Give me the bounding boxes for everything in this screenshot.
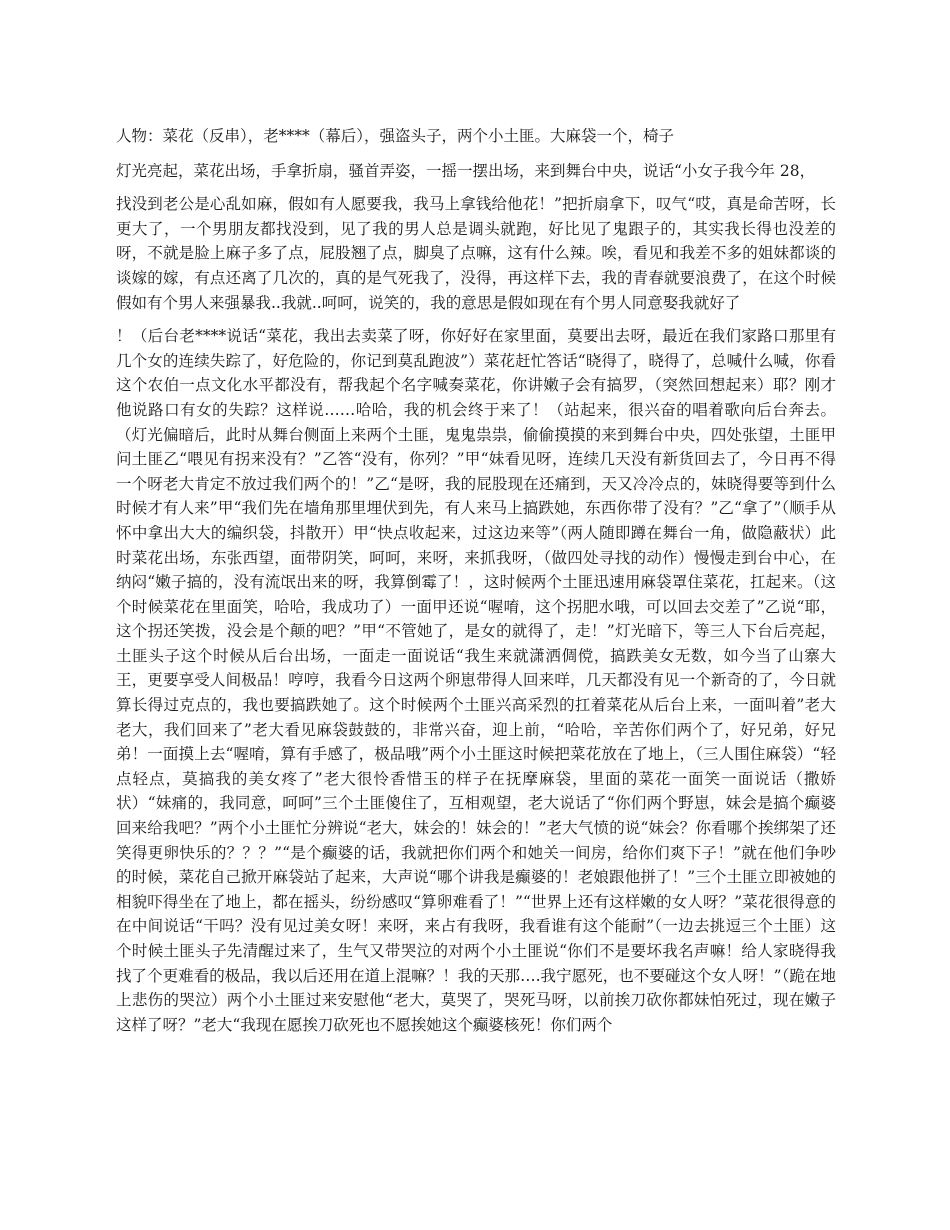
paragraph-monologue: 找没到老公是心乱如麻，假如有人愿要我，我马上拿钱给他花！”把折扇拿下，叹气“哎，真是命苦呀，长更大了，一个男朋友都找没到，见了我的男人总是调头就跑，好比见了鬼跟子的，其实我长得也没差的呀，不就是脸上麻子多了点，屁股翘了点，脚臭了点嘛，这有什么辣。唉，看见和我差不多的姐妹都谈的谈嫁的嫁，有点还离了几次的，真的是气死我了，没得，再这样下去，我的青春就要浪费了，在这个时候假如有个男人来强暴我..我就..呵呵，说笑的，我的意思是假如现在有个男人同意娶我就好了: [116, 195, 836, 312]
document-body: [116, 124, 836, 1046]
paragraph-characters: 人物：菜花（反串），老****（幕后），强盗头子，两个小土匪。大麻袋一个，椅子: [116, 127, 675, 145]
paragraph-main-scene: ！（后台老****说话“菜花，我出去卖菜了呀，你好好在家里面，莫要出去呀，最近在我们家路口那里有几个女的连续失踪了，好危险的，你记到莫乱跑波”）菜花赶忙答话“晓得了，晓得了，总喊什么喊，你看这个农伯一点文化水平都没有，帮我起个名字喊奏菜花，你讲嫩子会有搞罗，（突然回想起来）耶？刚才他说路口有女的失踪？这样说……哈哈，我的机会终于来了！（站起来，很兴奋的唱着歌向后台奔去。（灯光偏暗后，此时从舞台侧面上来两个土匪，鬼鬼祟祟，偷偷摸摸的来到舞台中央，四处张望，土匪甲问土匪乙“喂见有拐来没有？”乙答“没有，你列？”甲“妹看见呀，连续几天没有新货回去了，今日再不得一个呀老大肯定不放过我们两个的！”乙“是呀，我的屁股现在还痛到，天又冷冷点的，妹晓得要等到什么时候才有人来”甲“我们先在墙角那里埋伏到先，有人来马上搞跌她，东西你带了没有？”乙“拿了”（顺手从怀中拿出大大的编织袋，抖散开）甲“快点收起来，过这边来等”（两人随即蹲在舞台一角，做隐蔽状）此时菜花出场，东张西望，面带阴笑，呵呵，来呀，来抓我呀，（做四处寻找的动作）慢慢走到台中心，在纳闷“嫩子搞的，没有流氓出来的呀，我算倒霉了！，这时候两个土匪迅速用麻袋罩住菜花，扛起来。（这个时候菜花在里面笑，哈哈，我成功了）一面甲还说“喔唷，这个拐肥水哦，可以回去交差了”乙说“耶，这个拐还笑拨，没会是个颠的吧？”甲“不管她了，是女的就得了，走！”灯光暗下，等三人下台后亮起，土匪头子这个时候从后台出场，一面走一面说话“我生来就潇洒倜傥，搞跌美女无数，如今当了山寨大王，更要享受人间极品！哼哼，我看今日这两个卵崽带得人回来咩，几天都没有见一个新奇的了，今日就算长得过克点的，我也要搞跌她了。这个时候两个土匪兴高采烈的扛着菜花从后台上来，一面叫着”老大老大，我们回来了”老大看见麻袋鼓鼓的，非常兴奋，迎上前，“哈哈，辛苦你们两个了，好兄弟，好兄弟！一面摸上去“喔唷，算有手感了，极品哦”两个小土匪这时候把菜花放在了地上，（三人围住麻袋）“轻点轻点，莫搞我的美女疼了”老大很怜香惜玉的样子在抚摩麻袋，里面的菜花一面笑一面说话（撒娇状）“妹痛的，我同意，呵呵”三个土匪傻住了，互相观望，老大说话了“你们两个野崽，妹会是搞个癫婆回来给我吧？”两个小土匪忙分辨说“老大，妹会的！妹会的！”老大气愤的说“妹会？你看哪个挨绑架了还笑得更卵快乐的？？？”“是个癫婆的话，我就把你们两个和她关一间房，给你们爽下子！”就在他们争吵的时候，菜花自己掀开麻袋站了起来，大声说“哪个讲我是癫婆的！老娘跟他拼了！”三个土匪立即被她的相貌吓得坐在了地上，都在摇头，纷纷感叹“算卵难看了！”“世界上还有这样嫩的女人呀？”菜花很得意的在中间说话“干吗？没有见过美女呀！来呀，来占有我呀，我看谁有这个能耐”（一边去挑逗三个土匪）这个时候土匪头子先清醒过来了，生气又带哭泣的对两个小土匪说“你们不是要坏我名声嘛！给人家晓得我找了个更难看的极品，我以后还用在道上混嘛？！我的天那….我宁愿死，也不要碰这个女人呀！”（跪在地上悲伤的哭泣）两个小土匪过来安慰他“老大，莫哭了，哭死马呀，以前挨刀砍你都妹怕死过，现在嫩子这样了呀？”老大“我现在愿挨刀砍死也不愿挨她这个癫婆核死！你们两个: [116, 327, 836, 1034]
paragraph-opening: 灯光亮起，菜花出场，手拿折扇，骚首弄姿，一摇一摆出场，来到舞台中央，说话“小女子我今年 28，: [116, 161, 816, 180]
